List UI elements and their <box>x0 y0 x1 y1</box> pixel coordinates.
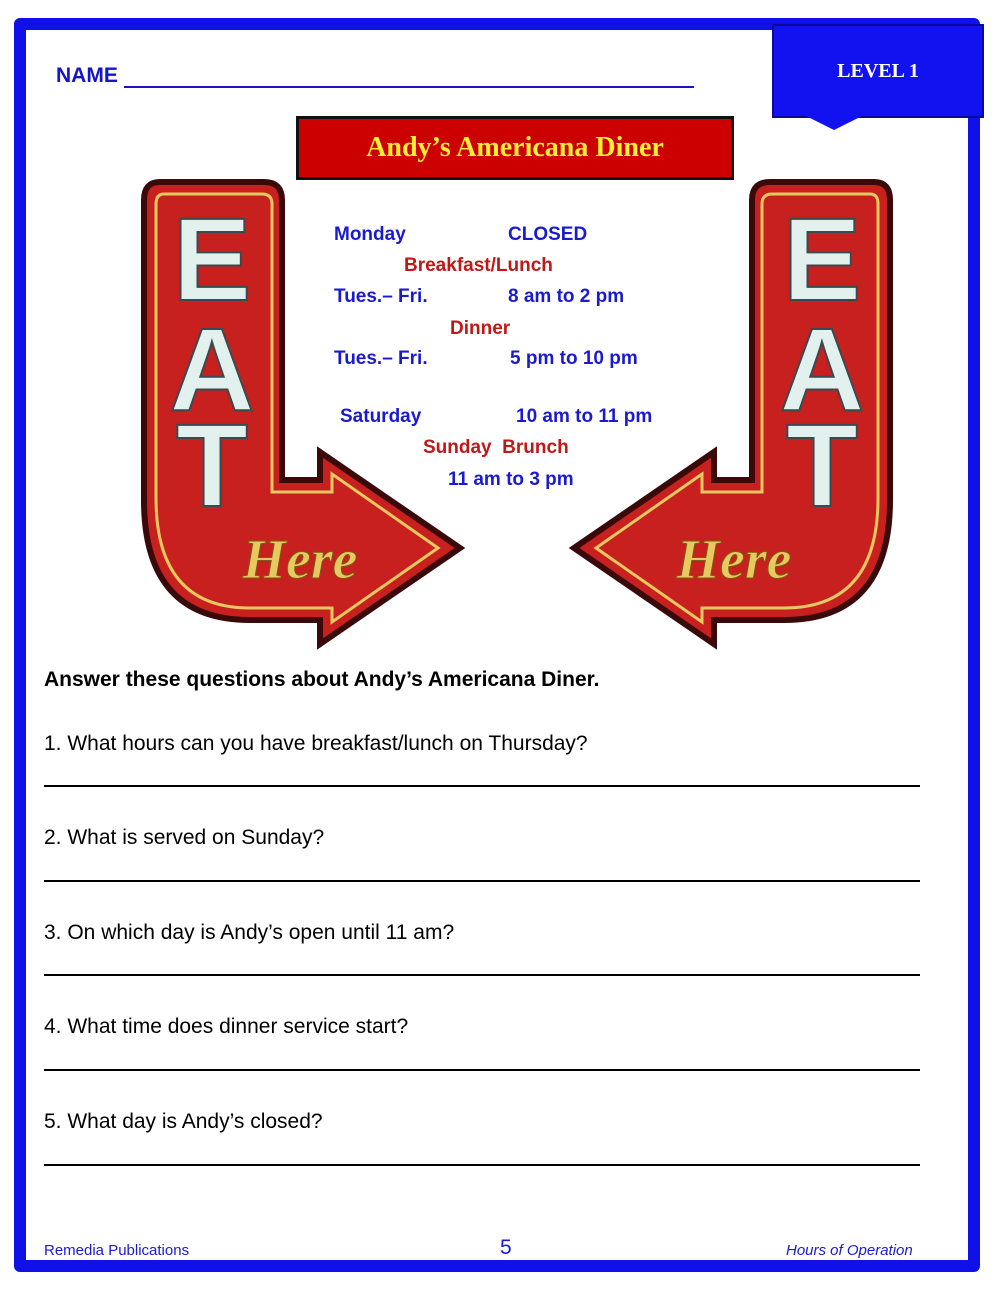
schedule-saturday-day: Saturday <box>340 406 422 427</box>
level-badge <box>772 24 984 118</box>
sign-right-letter-e: E <box>782 194 862 326</box>
name-label: NAME <box>56 64 118 87</box>
sign-right-letter-a: A <box>779 304 865 436</box>
schedule-dinner-heading: Dinner <box>450 318 511 339</box>
schedule-breakfast-day: Tues.– Fri. <box>334 286 428 307</box>
schedule-monday-day: Monday <box>334 224 406 245</box>
schedule-breakfast-hours: 8 am to 2 pm <box>508 286 625 307</box>
sign-right-script: Here <box>676 529 792 591</box>
question-2: 2. What is served on Sunday? <box>44 826 325 849</box>
schedule-sunday-heading: Sunday Brunch <box>423 437 569 458</box>
question-1: 1. What hours can you have breakfast/lunch on Thursday? <box>44 732 588 755</box>
sign-left-letter-e: E <box>172 194 252 326</box>
sign-left-letter-t: T <box>175 400 249 532</box>
schedule-monday-status: CLOSED <box>508 224 588 245</box>
level-label: LEVEL 1 <box>837 59 919 82</box>
answer-line-5[interactable] <box>44 1164 920 1166</box>
schedule-breakfast-heading: Breakfast/Lunch <box>404 255 553 276</box>
sign-left-letter-a: A <box>169 304 255 436</box>
schedule-saturday-hours: 10 am to 11 pm <box>516 406 653 427</box>
answer-line-2[interactable] <box>44 880 920 882</box>
question-4: 4. What time does dinner service start? <box>44 1015 409 1038</box>
schedule-dinner-day: Tues.– Fri. <box>334 348 428 369</box>
sign-right-letter-t: T <box>785 400 859 532</box>
answer-line-4[interactable] <box>44 1069 920 1071</box>
answer-line-3[interactable] <box>44 974 920 976</box>
schedule-dinner-hours: 5 pm to 10 pm <box>510 348 638 369</box>
diner-title-text: Andy’s Americana Diner <box>366 132 664 163</box>
footer-page-number: 5 <box>500 1236 512 1259</box>
sign-left-script: Here <box>242 529 358 591</box>
questions-intro: Answer these questions about Andy’s Americana Diner. <box>44 668 600 691</box>
level-badge-tail <box>806 116 862 130</box>
schedule-sunday-hours: 11 am to 3 pm <box>448 469 574 490</box>
footer-publisher: Remedia Publications <box>44 1242 190 1259</box>
footer-section: Hours of Operation <box>786 1242 913 1259</box>
question-5: 5. What day is Andy’s closed? <box>44 1110 323 1133</box>
name-line[interactable] <box>124 66 694 88</box>
answer-line-1[interactable] <box>44 785 920 787</box>
question-3: 3. On which day is Andy’s open until 11 am? <box>44 921 455 944</box>
name-field <box>56 64 694 88</box>
